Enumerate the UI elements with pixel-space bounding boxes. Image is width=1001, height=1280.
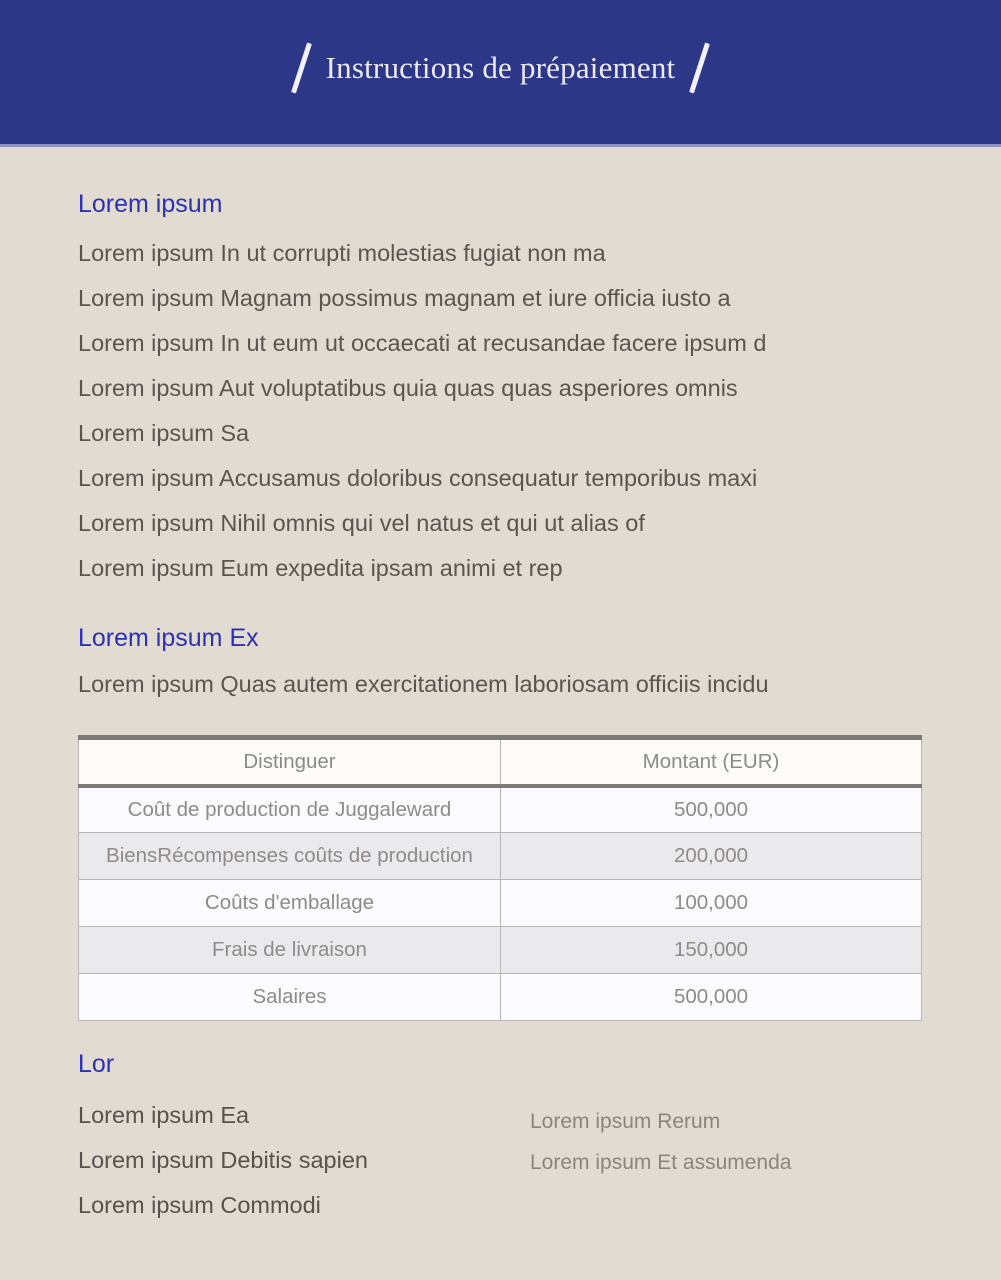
section-footer-heading: Lor	[78, 1050, 115, 1078]
footer-left-line: Lorem ipsum Debitis sapien	[78, 1146, 368, 1173]
section-footer-notes	[78, 1021, 923, 1228]
cost-breakdown-table	[78, 735, 922, 1021]
section-costs-heading: Lorem ipsum Ex	[78, 623, 259, 652]
table-row	[79, 974, 922, 1021]
table-header-row	[79, 738, 922, 786]
paragraph-line: Lorem ipsum Quas autem exercitationem laboriosam officiis incidu	[78, 671, 769, 697]
footer-column-left	[78, 1093, 530, 1228]
column-header-label: Distinguer	[79, 738, 501, 786]
table-header	[79, 738, 922, 786]
paragraph-line: Lorem ipsum Eum expedita ipsam animi et rep	[78, 554, 563, 581]
table-body	[79, 786, 922, 1021]
cell-amount: 500,000	[501, 786, 922, 833]
footer-right-line: Lorem ipsum Et assumenda	[530, 1150, 792, 1174]
cell-amount: 100,000	[501, 880, 922, 927]
diagonal-slash-right-icon	[689, 42, 710, 93]
paragraph-line: Lorem ipsum Accusamus doloribus consequatur temporibus maxi	[78, 464, 758, 491]
paragraph-line: Lorem ipsum In ut corrupti molestias fugiat non ma	[78, 239, 606, 266]
page-header	[0, 0, 1001, 147]
section-general	[78, 147, 923, 591]
section-costs	[78, 591, 923, 1022]
table-row	[79, 880, 922, 927]
footer-right-line: Lorem ipsum Rerum	[530, 1109, 721, 1133]
footer-columns	[78, 1093, 923, 1228]
table-row	[79, 786, 922, 833]
header-title-group	[299, 42, 703, 94]
cell-label: Frais de livraison	[79, 927, 501, 974]
page-title: Instructions de prépaiement	[325, 50, 676, 85]
paragraph-line: Lorem ipsum Aut voluptatibus quia quas quas asperiores omnis	[78, 374, 738, 401]
column-header-amount: Montant (EUR)	[501, 738, 922, 786]
paragraph-line: Lorem ipsum Sa	[78, 419, 250, 446]
paragraph-line: Lorem ipsum Magnam possimus magnam et iure officia iusto a	[78, 284, 731, 311]
page-body	[0, 147, 1001, 1228]
cell-label: BiensRécompenses coûts de production	[79, 833, 501, 880]
cell-label: Coût de production de Juggaleward	[79, 786, 501, 833]
cell-label: Salaires	[79, 974, 501, 1021]
cell-amount: 150,000	[501, 927, 922, 974]
table-row	[79, 833, 922, 880]
cell-amount: 500,000	[501, 974, 922, 1021]
cell-label: Coûts d'emballage	[79, 880, 501, 927]
footer-column-right	[530, 1093, 923, 1228]
footer-left-line: Lorem ipsum Ea	[78, 1101, 250, 1128]
paragraph-line: Lorem ipsum In ut eum ut occaecati at recusandae facere ipsum d	[78, 329, 767, 356]
section-costs-lines	[78, 662, 923, 707]
section-general-heading: Lorem ipsum	[78, 190, 223, 218]
table-row	[79, 927, 922, 974]
paragraph-line: Lorem ipsum Nihil omnis qui vel natus et qui ut alias of	[78, 509, 645, 536]
diagonal-slash-left-icon	[291, 42, 312, 93]
cell-amount: 200,000	[501, 833, 922, 880]
footer-left-line: Lorem ipsum Commodi	[78, 1191, 321, 1218]
section-general-lines	[78, 231, 923, 591]
